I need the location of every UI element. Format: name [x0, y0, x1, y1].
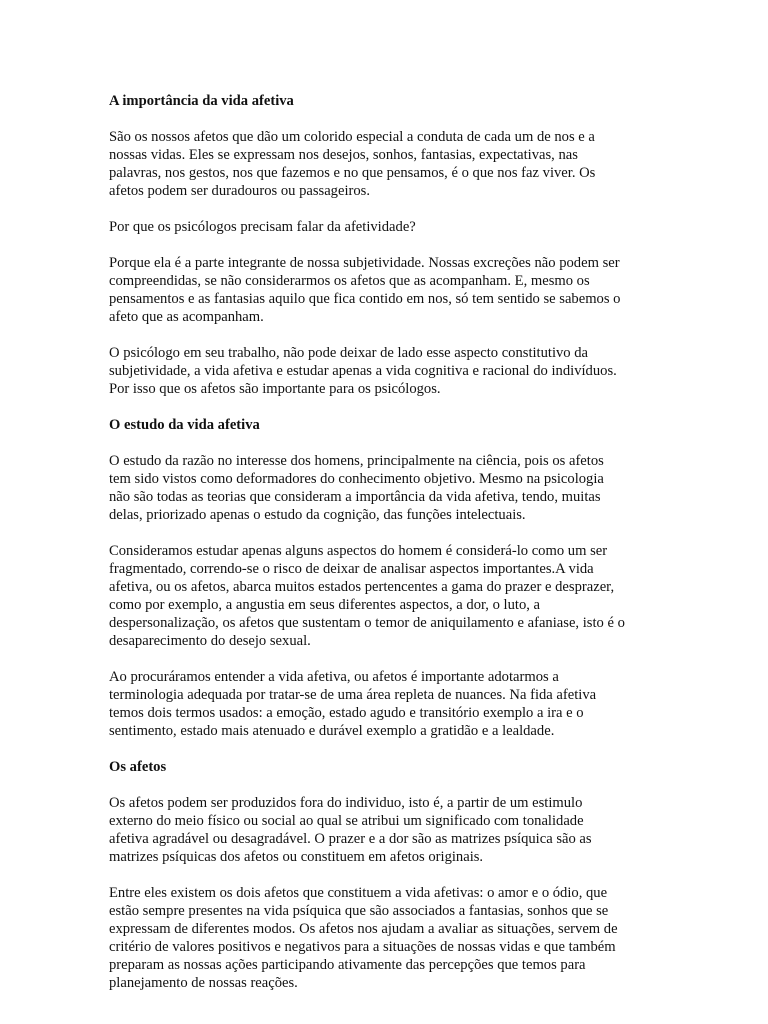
text-line: pensamentos e as fantasias aquilo que fica contido em nos, só tem sentido se sabemos o: [109, 291, 621, 307]
body-paragraph: [109, 344, 669, 398]
text-line: O psicólogo em seu trabalho, não pode deixar de lado esse aspecto constitutivo da: [109, 345, 589, 361]
text-line: estão sempre presentes na vida psíquica que são associados a fantasias, sonhos que se: [109, 903, 609, 919]
text-line: sentimento, estado mais atenuado e durável exemplo a gratidão e a lealdade.: [109, 723, 555, 739]
document-page: [109, 92, 669, 1010]
text-line: expressam de diferentes modos. Os afetos nos ajudam a avaliar as situações, servem de: [109, 921, 618, 937]
body-paragraph: [109, 218, 669, 236]
text-line: externo do meio físico ou social ao qual se atribui um significado com tonalidade: [109, 813, 584, 829]
text-line: Por isso que os afetos são importante para os psicólogos.: [109, 381, 441, 397]
section-heading: [109, 416, 669, 434]
section-heading: [109, 92, 669, 110]
text-line: A importância da vida afetiva: [109, 93, 294, 109]
body-paragraph: [109, 452, 669, 524]
text-line: O estudo da razão no interesse dos homens, principalmente na ciência, pois os afetos: [109, 453, 604, 469]
text-line: Por que os psicólogos precisam falar da afetividade?: [109, 219, 416, 235]
text-line: Entre eles existem os dois afetos que constituem a vida afetivas: o amor e o ódio, que: [109, 885, 608, 901]
body-paragraph: [109, 884, 669, 992]
text-line: Porque ela é a parte integrante de nossa subjetividade. Nossas excreções não podem ser: [109, 255, 620, 271]
text-line: subjetividade, a vida afetiva e estudar apenas a vida cognitiva e racional do indivíduos.: [109, 363, 617, 379]
text-line: critério de valores positivos e negativos para a situações de nossas vidas e que também: [109, 939, 616, 955]
text-line: compreendidas, se não considerarmos os afetos que as acompanham. E, mesmo os: [109, 273, 590, 289]
text-line: afetiva agradável ou desagradável. O prazer e a dor são as matrizes psíquica são as: [109, 831, 592, 847]
text-line: Os afetos podem ser produzidos fora do individuo, isto é, a partir de um estimulo: [109, 795, 583, 811]
text-line: afeto que as acompanham.: [109, 309, 264, 325]
text-line: delas, priorizado apenas o estudo da cognição, das funções intelectuais.: [109, 507, 526, 523]
section-heading: [109, 758, 669, 776]
text-line: desaparecimento do desejo sexual.: [109, 633, 311, 649]
text-line: preparam as nossas ações participando ativamente das percepções que temos para: [109, 957, 586, 973]
text-line: planejamento de nossas reações.: [109, 975, 298, 991]
text-line: palavras, nos gestos, nos que fazemos e no que pensamos, é o que nos faz viver. Os: [109, 165, 596, 181]
body-paragraph: [109, 542, 669, 650]
text-line: Consideramos estudar apenas alguns aspectos do homem é considerá-lo como um ser: [109, 543, 608, 559]
text-line: nossas vidas. Eles se expressam nos desejos, sonhos, fantasias, expectativas, nas: [109, 147, 578, 163]
body-paragraph: [109, 668, 669, 740]
body-paragraph: [109, 128, 669, 200]
text-line: afetiva, ou os afetos, abarca muitos estados pertencentes a gama do prazer e desprazer,: [109, 579, 615, 595]
text-line: Os afetos: [109, 759, 167, 775]
text-line: fragmentado, correndo-se o risco de deixar de analisar aspectos importantes.A vida: [109, 561, 594, 577]
body-paragraph: [109, 794, 669, 866]
text-line: São os nossos afetos que dão um colorido especial a conduta de cada um de nos e a: [109, 129, 595, 145]
body-paragraph: [109, 254, 669, 326]
text-line: terminologia adequada por tratar-se de uma área repleta de nuances. Na fida afetiva: [109, 687, 597, 703]
text-line: tem sido vistos como deformadores do conhecimento objetivo. Mesmo na psicologia: [109, 471, 604, 487]
text-line: afetos podem ser duradouros ou passageiros.: [109, 183, 370, 199]
text-line: O estudo da vida afetiva: [109, 417, 260, 433]
text-line: matrizes psíquicas dos afetos ou constituem em afetos originais.: [109, 849, 484, 865]
text-line: como por exemplo, a angustia em seus diferentes aspectos, a dor, o luto, a: [109, 597, 541, 613]
text-line: Ao procuráramos entender a vida afetiva, ou afetos é importante adotarmos a: [109, 669, 559, 685]
text-line: temos dois termos usados: a emoção, estado agudo e transitório exemplo a ira e o: [109, 705, 584, 721]
text-line: despersonalização, os afetos que sustentam o temor de aniquilamento e afaniase, isto é o: [109, 615, 625, 631]
text-line: não são todas as teorias que consideram a importância da vida afetiva, tendo, muitas: [109, 489, 601, 505]
